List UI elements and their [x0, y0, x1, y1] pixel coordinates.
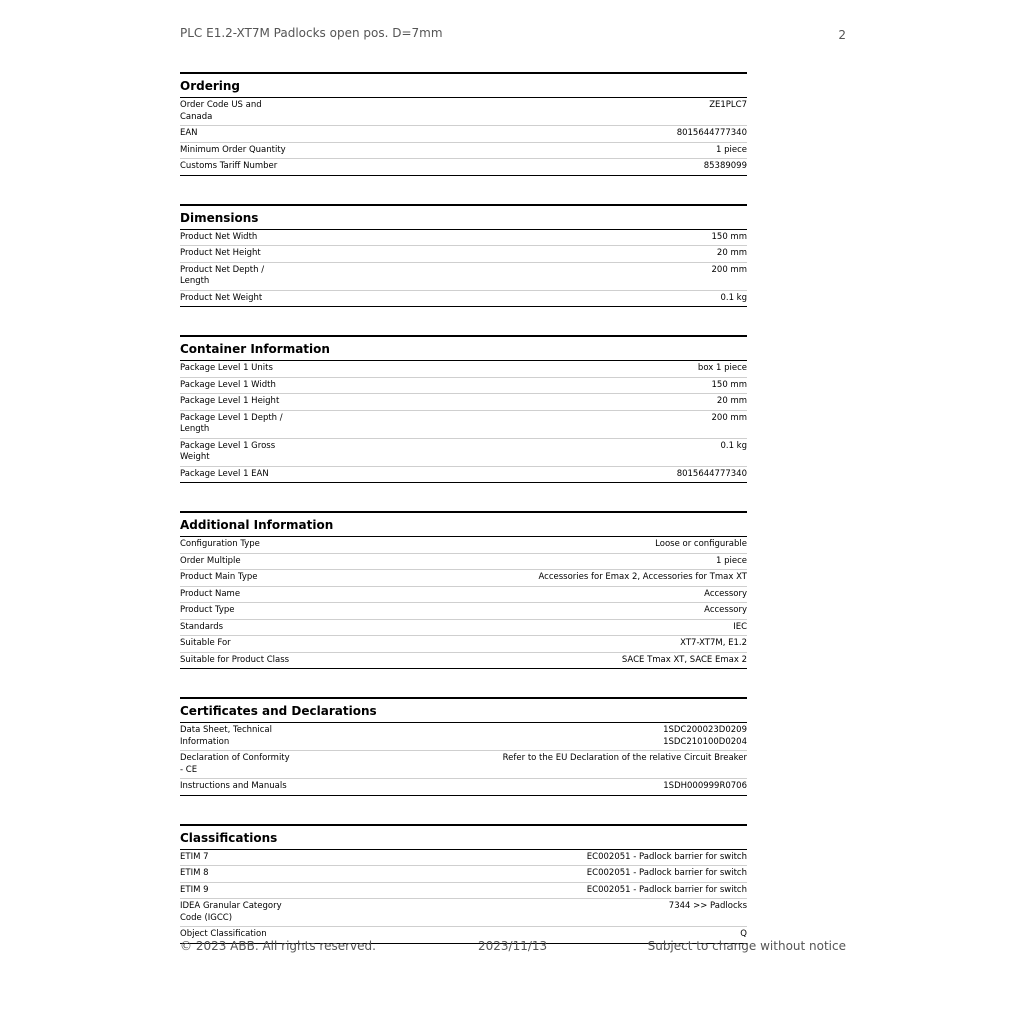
spec-row: [180, 899, 747, 927]
spec-label: IDEA Granular Category Code (IGCC): [180, 901, 282, 923]
spec-section: [180, 511, 747, 669]
spec-section: [180, 335, 747, 483]
spec-row: [180, 850, 747, 867]
spec-label: Suitable For: [180, 638, 231, 648]
spec-row: [180, 230, 747, 247]
spec-value: Accessory: [704, 588, 747, 599]
spec-label: Product Net Width: [180, 231, 258, 242]
spec-label: Object Classification: [180, 929, 267, 939]
section-title: Classifications: [180, 824, 747, 850]
spec-row: [180, 263, 747, 291]
spec-row: [180, 394, 747, 411]
spec-value: SACE Tmax XT, SACE Emax 2: [621, 654, 747, 665]
spec-value: box 1 piece: [697, 363, 747, 373]
spec-label: Product Net Height: [180, 248, 261, 258]
spec-label: ETIM 9: [180, 884, 209, 895]
spec-value: Accessories for Emax 2, Accessories for Tmax XT: [538, 572, 747, 582]
page-footer: [180, 939, 846, 955]
spec-row: [180, 378, 747, 395]
spec-value: 150 mm: [711, 379, 747, 390]
spec-label: Product Main Type: [180, 572, 258, 582]
spec-value: Q: [740, 929, 747, 939]
spec-value: 7344 >> Padlocks: [668, 901, 747, 911]
spec-label: Order Multiple: [180, 555, 241, 566]
spec-value: Loose or configurable: [655, 539, 747, 549]
spec-section: [180, 72, 747, 176]
spec-row: [180, 411, 747, 439]
spec-label: Standards: [180, 621, 224, 632]
spec-value: 200 mm: [711, 264, 747, 275]
spec-row: [180, 126, 747, 143]
spec-row: [180, 603, 747, 620]
spec-row: [180, 883, 747, 900]
spec-row: [180, 291, 747, 308]
spec-row: [180, 467, 747, 484]
spec-label: Package Level 1 EAN: [180, 468, 269, 479]
spec-row: [180, 779, 747, 796]
copyright-text: © 2023 ABB. All rights reserved.: [180, 939, 376, 953]
spec-value: EC002051 - Padlock barrier for switch: [586, 884, 747, 895]
page-number: 2: [838, 28, 846, 42]
spec-label: Product Type: [180, 605, 235, 615]
spec-row: [180, 246, 747, 263]
spec-label: ETIM 8: [180, 868, 209, 878]
spec-row: [180, 723, 747, 751]
spec-label: Data Sheet, Technical Information: [180, 725, 273, 747]
spec-row: [180, 439, 747, 467]
spec-label: Configuration Type: [180, 539, 260, 549]
spec-row: [180, 636, 747, 653]
spec-label: EAN: [180, 128, 198, 138]
spec-value: 1 piece: [716, 555, 747, 566]
spec-value: 1SDH000999R0706: [663, 781, 747, 791]
spec-value: 0.1 kg: [720, 292, 747, 303]
spec-label: Product Net Weight: [180, 292, 263, 303]
spec-value: 85389099: [703, 161, 747, 171]
footer-notice: Subject to change without notice: [647, 939, 846, 953]
spec-row: [180, 98, 747, 126]
section-title: Additional Information: [180, 511, 747, 537]
spec-value: 150 mm: [711, 231, 747, 242]
spec-row: [180, 866, 747, 883]
spec-value: Refer to the EU Declaration of the relative Circuit Breaker: [502, 753, 747, 763]
spec-row: [180, 159, 747, 176]
document-title: PLC E1.2-XT7M Padlocks open pos. D=7mm: [180, 26, 443, 40]
spec-row: [180, 587, 747, 604]
spec-value: 8015644777340: [676, 128, 747, 138]
spec-label: Product Net Depth / Length: [180, 264, 265, 286]
section-title: Dimensions: [180, 204, 747, 230]
spec-section: [180, 697, 747, 796]
spec-label: Order Code US and Canada: [180, 100, 262, 122]
spec-label: Minimum Order Quantity: [180, 144, 286, 155]
spec-row: [180, 537, 747, 554]
spec-value: XT7-XT7M, E1.2: [680, 638, 747, 648]
spec-label: Package Level 1 Height: [180, 396, 280, 406]
spec-value: 20 mm: [716, 396, 747, 406]
spec-label: ETIM 7: [180, 851, 209, 862]
spec-row: [180, 751, 747, 779]
section-title: Container Information: [180, 335, 747, 361]
spec-value: Accessory: [704, 605, 747, 615]
section-title: Certificates and Declarations: [180, 697, 747, 723]
spec-row: [180, 620, 747, 637]
spec-row: [180, 570, 747, 587]
spec-row: [180, 653, 747, 670]
spec-section: [180, 824, 747, 944]
spec-value: 200 mm: [711, 412, 747, 423]
spec-value: 0.1 kg: [720, 440, 747, 451]
spec-row: [180, 554, 747, 571]
spec-row: [180, 361, 747, 378]
spec-label: Package Level 1 Depth / Length: [180, 412, 283, 434]
page-header: [180, 26, 846, 46]
spec-sections: [180, 72, 747, 972]
spec-value: 1SDC200023D0209 1SDC210100D0204: [663, 725, 747, 747]
spec-label: Instructions and Manuals: [180, 781, 287, 791]
spec-section: [180, 204, 747, 308]
footer-date: 2023/11/13: [478, 939, 548, 953]
spec-row: [180, 143, 747, 160]
spec-label: Customs Tariff Number: [180, 161, 278, 171]
spec-label: Declaration of Conformity - CE: [180, 753, 290, 775]
spec-value: EC002051 - Padlock barrier for switch: [586, 851, 747, 862]
spec-label: Suitable for Product Class: [180, 654, 290, 665]
section-title: Ordering: [180, 72, 747, 98]
spec-label: Package Level 1 Gross Weight: [180, 440, 276, 462]
spec-value: IEC: [733, 621, 747, 632]
spec-value: 20 mm: [716, 248, 747, 258]
spec-value: ZE1PLC7: [709, 100, 747, 110]
spec-value: 8015644777340: [676, 468, 747, 479]
spec-label: Package Level 1 Units: [180, 363, 273, 373]
spec-value: EC002051 - Padlock barrier for switch: [586, 868, 747, 878]
spec-value: 1 piece: [716, 144, 747, 155]
spec-label: Product Name: [180, 588, 241, 599]
spec-label: Package Level 1 Width: [180, 379, 276, 390]
